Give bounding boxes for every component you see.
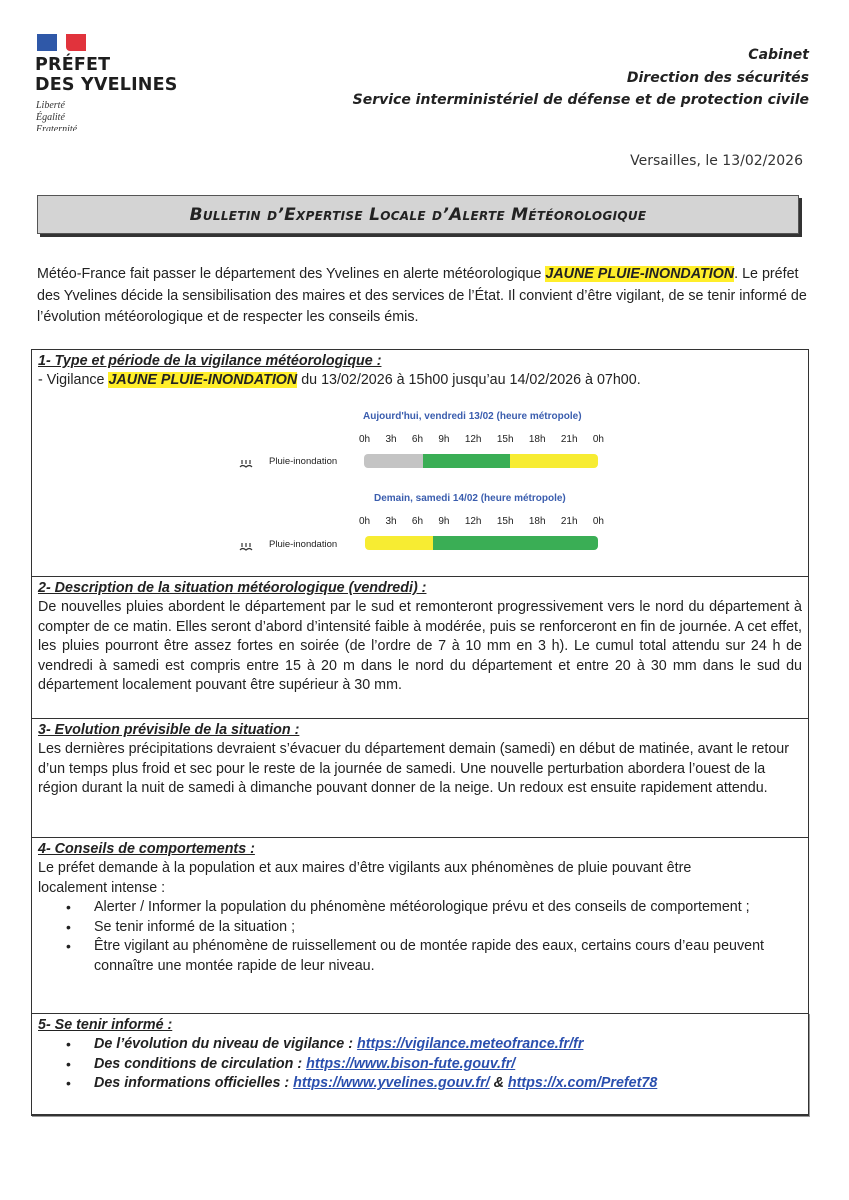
hour-tick: 0h bbox=[592, 434, 604, 445]
link-x-prefet78[interactable]: https://x.com/Prefet78 bbox=[507, 1075, 658, 1092]
segment-yellow bbox=[510, 454, 598, 468]
hour-tick: 12h bbox=[464, 434, 482, 445]
logo-title-line2: DES YVELINES bbox=[35, 75, 178, 95]
section2-text: De nouvelles pluies abordent le département par le sud et remonteront progressivement vers le nord du département à compter de ce matin. Elles seront d’abord d’intensité faible à modérée, puis se renforceront en fin de journée. A cet effet, les pluies pourront être assez fortes en soirée (de l’ordre de 7 à 10 mm en 3 h). Le cumul total attendu sur 24 h de vendredi à samedi est compris entre 15 à 20 m dans le nord du département et entre 20 à 30 mm dans le sud du département localement pouvant être supérieur à 30 mm. bbox=[38, 599, 802, 694]
info-item-traffic bbox=[94, 1055, 808, 1075]
advice-item: • Se tenir informé de la situation ; bbox=[94, 918, 768, 938]
phenomenon-label-day2: Pluie-inondation bbox=[269, 539, 338, 550]
vigilance-day1-hours bbox=[359, 434, 604, 445]
rain-flood-icon bbox=[239, 456, 253, 466]
motto-egalite: Égalité bbox=[36, 112, 65, 123]
hour-tick: 6h bbox=[411, 434, 424, 445]
info-item-official bbox=[94, 1074, 808, 1094]
phenomenon-label-day1: Pluie-inondation bbox=[269, 456, 338, 467]
service-name: Service interministériel de défense et de protection civile bbox=[352, 92, 809, 108]
vigilance-bar-day2 bbox=[365, 536, 598, 550]
info-label: Des informations officielles : bbox=[94, 1075, 294, 1092]
segment-yellow bbox=[365, 536, 433, 550]
motto-liberte: Liberté bbox=[36, 100, 65, 111]
hour-tick: 21h bbox=[560, 434, 578, 445]
link-bison-fute[interactable]: https://www.bison-fute.gouv.fr/ bbox=[306, 1055, 516, 1072]
segment-green bbox=[433, 536, 598, 550]
dateline: Versailles, le 13/02/2026 bbox=[630, 153, 803, 169]
vigilance-suffix: du 13/02/2026 à 15h00 jusqu’au 14/02/2026 à 07h00. bbox=[297, 372, 641, 388]
advice-list bbox=[38, 898, 808, 976]
section1-title: 1- Type et période de la vigilance météorologique : bbox=[38, 353, 382, 369]
prefecture-name bbox=[35, 55, 178, 95]
section-evolution bbox=[31, 718, 809, 838]
hour-tick: 18h bbox=[528, 434, 546, 445]
link-yvelines-gouv[interactable]: https://www.yvelines.gouv.fr/ bbox=[293, 1075, 490, 1092]
section3-title: 3- Evolution prévisible de la situation : bbox=[38, 722, 300, 738]
section4-title: 4- Conseils de comportements : bbox=[38, 841, 255, 857]
republic-motto bbox=[36, 100, 77, 131]
section4-intro: Le préfet demande à la population et aux maires d’être vigilants aux phénomènes de pluie pouvant être localement intense : bbox=[38, 860, 692, 896]
link-separator: & bbox=[489, 1075, 508, 1092]
hour-tick: 3h bbox=[385, 516, 397, 527]
section-vigilance-type bbox=[31, 349, 809, 577]
vigilance-day2-title: Demain, samedi 14/02 (heure métropole) bbox=[374, 493, 566, 504]
hour-tick: 18h bbox=[528, 516, 546, 527]
segment-green bbox=[423, 454, 511, 468]
hour-tick: 3h bbox=[385, 434, 397, 445]
vigilance-period bbox=[38, 371, 808, 391]
hour-tick: 15h bbox=[496, 516, 514, 527]
alert-level-highlight: JAUNE PLUIE-INONDATION bbox=[545, 266, 735, 282]
section-behavior-advice bbox=[31, 837, 809, 1014]
section3-text: Les dernières précipitations devraient s’évacuer du département demain (samedi) en début de matinée, avant le retour d’un temps plus froid et sec pour le reste de la journée de samedi. Une nouvelle perturbation abordera l’ouest de la région durant la nuit de samedi à dimanche pouvant donner de la neige. Un redoux est ensuite rapidement attendu. bbox=[38, 741, 790, 797]
hour-tick: 15h bbox=[496, 434, 514, 445]
motto-fraternite: Fraternité bbox=[36, 124, 78, 131]
hour-tick: 0h bbox=[359, 434, 371, 445]
info-label: Des conditions de circulation : bbox=[94, 1055, 307, 1072]
rain-flood-icon bbox=[239, 539, 253, 549]
section2-title: 2- Description de la situation météorologique (vendredi) : bbox=[38, 580, 427, 596]
hour-tick: 9h bbox=[438, 516, 450, 527]
hour-tick: 9h bbox=[438, 434, 450, 445]
intro-text-2: . Le préfet des Yvelines décide la sensibilisation des maires et des services de l’État. Il convient d’être vigilant, de se tenir informé de l’évolution météorologique et de respecter les conseils émis. bbox=[37, 266, 807, 325]
vigilance-level-highlight: JAUNE PLUIE-INONDATION bbox=[108, 372, 298, 388]
hour-tick: 0h bbox=[592, 516, 604, 527]
info-links-list bbox=[38, 1035, 808, 1094]
section5-title: 5- Se tenir informé : bbox=[38, 1017, 173, 1033]
hour-tick: 0h bbox=[359, 516, 371, 527]
bulletin-title: Bulletin d’Expertise Locale d’Alerte Météorologique bbox=[189, 204, 647, 225]
hour-tick: 6h bbox=[411, 516, 424, 527]
service-cabinet: Cabinet bbox=[748, 47, 809, 63]
bulletin-title-banner bbox=[37, 195, 799, 234]
service-direction: Direction des sécurités bbox=[626, 69, 809, 86]
link-vigilance-meteofrance[interactable]: https://vigilance.meteofrance.fr/fr bbox=[356, 1036, 584, 1052]
republic-flag-logo bbox=[37, 34, 86, 51]
advice-item: • Alerter / Informer la population du phénomène météorologique prévu et des conseils de comportement ; bbox=[94, 898, 768, 918]
hour-tick: 12h bbox=[464, 516, 482, 527]
logo-title-line1: PRÉFET bbox=[35, 55, 111, 75]
section-situation-description bbox=[31, 576, 809, 719]
vigilance-bar-day1 bbox=[364, 454, 598, 468]
service-header bbox=[353, 44, 809, 112]
intro-text-1: Météo-France fait passer le département des Yvelines en alerte météorologique bbox=[37, 266, 546, 282]
intro-paragraph bbox=[37, 264, 807, 329]
section-stay-informed bbox=[31, 1013, 809, 1116]
info-label: De l’évolution du niveau de vigilance : bbox=[94, 1036, 357, 1052]
info-item-vigilance bbox=[94, 1035, 808, 1055]
vigilance-day2-hours bbox=[359, 516, 604, 527]
advice-item: • Être vigilant au phénomène de ruissellement ou de montée rapide des eaux, certains cours d’eau peuvent connaître une montée rapide de leur niveau. bbox=[94, 937, 768, 976]
vigilance-prefix: - Vigilance bbox=[38, 372, 109, 388]
segment-none bbox=[364, 454, 423, 468]
vigilance-day1-title: Aujourd'hui, vendredi 13/02 (heure métropole) bbox=[363, 411, 582, 422]
hour-tick: 21h bbox=[560, 516, 578, 527]
